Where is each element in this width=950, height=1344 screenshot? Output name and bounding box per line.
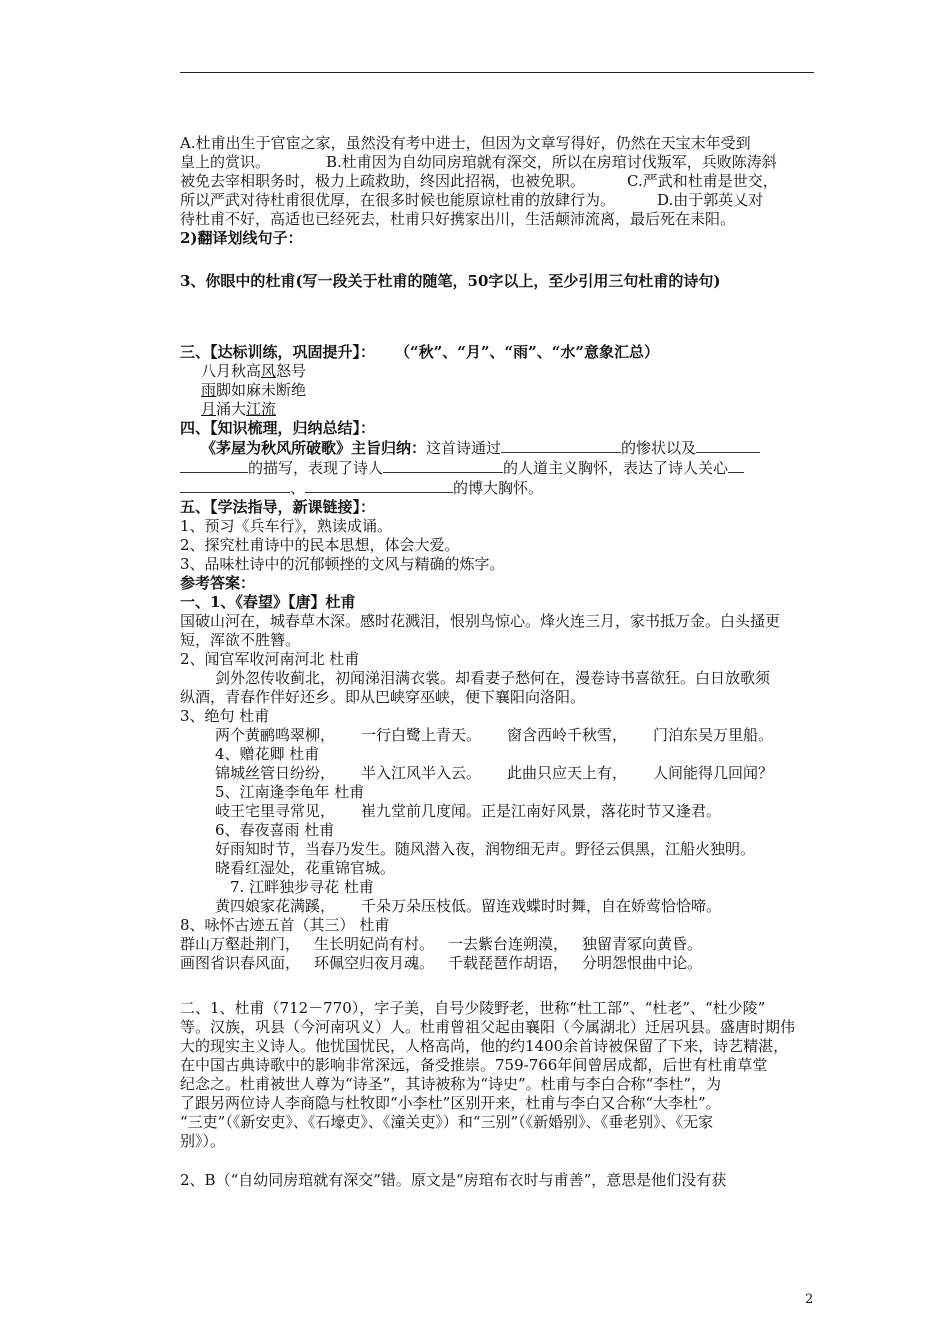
q1-line: 待杜甫不好，高适也已经死去，杜甫只好携家出川，生活颠沛流离，最后死在耒阳。 xyxy=(180,210,736,228)
fill-blank[interactable] xyxy=(501,438,621,453)
poem-line: 群山万壑赴荆门， 生长明妃尚有村。 一去紫台连朔漠， 独留青冢向黄昏。 xyxy=(180,935,703,953)
section3-title: 三、【达标训练，巩固提升】： （“秋”、“月”、“雨”、“水”意象汇总） xyxy=(180,343,660,361)
bio-line: 了跟另两位诗人李商隐与杜牧即“小李杜”区别开来，杜甫与李白又合称“大李杜”。 xyxy=(180,1094,721,1112)
fill-blank[interactable] xyxy=(180,458,248,473)
guide-item: 1、预习《兵车行》，熟读成诵。 xyxy=(180,517,393,535)
poem-line: 纵酒，青春作伴好还乡。即从巴峡穿巫峡，便下襄阳向洛阳。 xyxy=(180,688,586,706)
bio-line: 在中国古典诗歌中的影响非常深远，备受推崇。759-766年间曾居成都，后世有杜甫草堂 xyxy=(180,1056,768,1074)
poem-title: 2、闻官军收河南河北 杜甫 xyxy=(180,650,360,668)
fill-blank[interactable] xyxy=(728,458,744,473)
fill-blank[interactable] xyxy=(305,478,453,493)
poem-title: 3、绝句 杜甫 xyxy=(180,707,270,725)
poem-title: 一、1、《春望》【唐】杜甫 xyxy=(180,593,356,611)
q2-title: 2)翻译划线句子： xyxy=(180,229,303,247)
summary-line: 的描写，表现了诗人 的人道主义胸怀，表达了诗人关心 xyxy=(180,458,816,478)
summary-line: 《茅屋为秋风所破歌》主旨归纳：这首诗通过 的惨状以及 xyxy=(180,438,816,458)
page-content xyxy=(180,134,816,1190)
section5-title: 五、【学法指导，新课链接】： xyxy=(180,498,376,516)
bio-line: “三吏”（《新安吏》、《石壕吏》、《潼关吏》）和“三别”（《新婚别》、《垂老别》、《无家 xyxy=(180,1113,714,1131)
poem-line: 晓看红湿处，花重锦官城。 xyxy=(215,859,396,877)
poem-line: 短，浑欲不胜簪。 xyxy=(180,631,301,649)
poem-line: 画图省识春风面， 环佩空归夜月魂。 千载琵琶作胡语， 分明怨恨曲中论。 xyxy=(180,954,703,972)
bio-line: 纪念之。杜甫被世人尊为“诗圣”，其诗被称为“诗史”。杜甫与李白合称“李杜”，为 xyxy=(180,1075,722,1093)
q1-line: 被免去宰相职务时，极力上疏救助，终因此招祸，也被免职。 C.严武和杜甫是世交， xyxy=(180,172,778,190)
imagery-line: 月涌大江流 xyxy=(201,400,277,418)
poem-line: 好雨知时节，当春乃发生。随风潜入夜，润物细无声。野径云俱黑，江船火独明。 xyxy=(215,840,756,858)
poem-title: 8、咏怀古迹五首（其三） 杜甫 xyxy=(180,916,390,934)
q1-line: 皇上的赏识。 B.杜甫因为自幼同房琯就有深交，所以在房琯讨伐叛军，兵败陈涛斜 xyxy=(180,153,777,171)
imagery-line: 八月秋高风怒号 xyxy=(201,362,307,380)
summary-line: 、 的博大胸怀。 xyxy=(180,478,816,498)
guide-item: 2、探究杜甫诗中的民本思想，体会大爱。 xyxy=(180,536,460,554)
fill-blank[interactable] xyxy=(383,458,503,473)
answer-line: 2、B（“自幼同房琯就有深交”错。原文是“房琯布衣时与甫善”，意思是他们没有获 xyxy=(180,1171,727,1189)
poem-title: 4、赠花卿 杜甫 xyxy=(215,745,320,763)
header-rule xyxy=(180,72,814,73)
section4-title: 四、【知识梳理，归纳总结】： xyxy=(180,419,376,437)
poem-line: 锦城丝管日纷纷， 半入江风半入云。 此曲只应天上有， 人间能得几回闻？ xyxy=(215,764,774,782)
page-number: 2 xyxy=(805,1292,814,1307)
q1-line: 所以严武对待杜甫很优厚，在很多时候也能原谅杜甫的放肆行为。 D.由于郭英乂对 xyxy=(180,191,764,209)
q1-line: A.杜甫出生于官宦之家，虽然没有考中进士，但因为文章写得好，仍然在天宝末年受到 xyxy=(180,134,751,152)
poem-title: 5、江南逢李龟年 杜甫 xyxy=(215,783,365,801)
poem-line: 两个黄鹂鸣翠柳， 一行白鹭上青天。 窗含西岭千秋雪， 门泊东吴万里船。 xyxy=(215,726,774,744)
bio-line: 别》）。 xyxy=(180,1132,226,1150)
imagery-line: 雨脚如麻未断绝 xyxy=(201,381,307,399)
poem-title: 6、春夜喜雨 杜甫 xyxy=(215,821,335,839)
bio-line: 二、1、杜甫（712－770），字子美，自号少陵野老，世称“杜工部”、“杜老”、“杜少陵” xyxy=(180,999,766,1017)
bio-line: 大的现实主义诗人。他忧国忧民，人格高尚，他的约1400余首诗被保留了下来，诗艺精湛， xyxy=(180,1037,789,1055)
poem-title: 7. 江畔独步寻花 杜甫 xyxy=(230,878,374,896)
poem-line: 岐王宅里寻常见， 崔九堂前几度闻。正是江南好风景，落花时节又逢君。 xyxy=(215,802,722,820)
answers-title: 参考答案： xyxy=(180,574,256,592)
poem-line: 剑外忽传收蓟北，初闻涕泪满衣裳。却看妻子愁何在，漫卷诗书喜欲狂。白日放歌须 xyxy=(215,669,771,687)
poem-line: 国破山河在，城春草木深。感时花溅泪，恨别鸟惊心。烽火连三月，家书抵万金。白头搔更 xyxy=(180,612,781,630)
fill-blank[interactable] xyxy=(180,478,290,493)
guide-item: 3、品味杜诗中的沉郁顿挫的文风与精确的炼字。 xyxy=(180,555,505,573)
bio-line: 等。汉族，巩县（今河南巩义）人。杜甫曾祖父起由襄阳（今属湖北）迁居巩县。盛唐时期伟 xyxy=(180,1018,796,1036)
q3-title: 3、你眼中的杜甫(写一段关于杜甫的随笔，50字以上，至少引用三句杜甫的诗句) xyxy=(180,272,721,290)
fill-blank[interactable] xyxy=(696,438,760,453)
poem-line: 黄四娘家花满蹊， 千朵万朵压枝低。留连戏蝶时时舞，自在娇莺恰恰啼。 xyxy=(215,897,722,915)
